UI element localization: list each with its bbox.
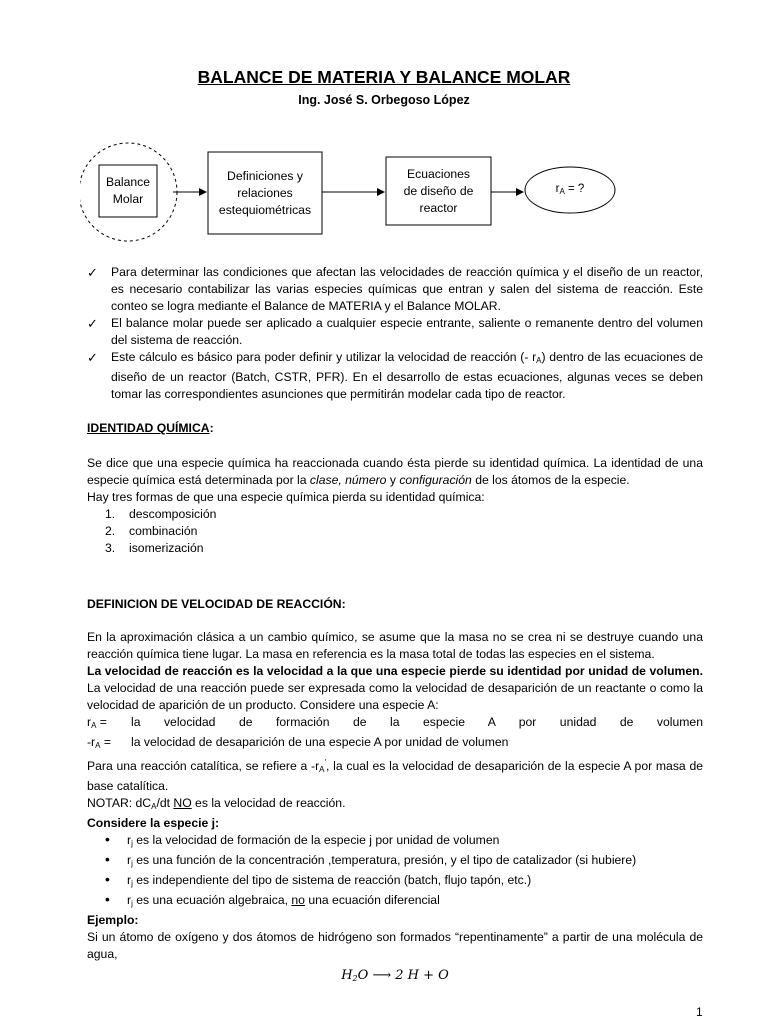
- identidad-p1-a: Se dice que una especie química ha reaccionada cuando ésta pierde su identidad química. La identidad de una especie química está determinada por la: [87, 456, 703, 487]
- bullet-sub: j: [131, 879, 133, 889]
- p3-sup: ': [324, 758, 327, 767]
- check-item-2-text: El balance molar puede ser aplicado a cualquier especie entrante, saliente o remanente dentro del volumen del sistema de reacción.: [111, 316, 703, 347]
- bullet-text: es independiente del tipo de sistema de reacción (batch, flujo tapón, etc.): [132, 873, 532, 888]
- check-item-3-text-b: ) dentro de las ecuaciones de diseño de un reactor (Batch, CSTR, PFR). En el desarrollo de estas ecuaciones, algunas veces se deben tomar las correspondientes asunciones que permitirán modelar cada tipo de reactor.: [111, 350, 703, 401]
- velocidad-p2-bold: La velocidad de reacción es la velocidad a la que una especie pierde su identidad por unidad de volumen.: [87, 664, 703, 678]
- eq-o: O: [357, 968, 369, 984]
- notar-sub: A: [151, 802, 157, 812]
- identidad-config: configuración: [399, 473, 472, 487]
- bullet4-b: una ecuación diferencial: [304, 893, 440, 908]
- bullet-icon: •: [105, 831, 110, 848]
- bullet-text: es la velocidad de formación de la especie j por unidad de volumen: [132, 833, 500, 848]
- eq-arrow: ⟶ 2: [368, 968, 404, 984]
- list-item-number: 2.: [105, 524, 116, 538]
- list-item-text: combinación: [129, 524, 198, 538]
- identidad-heading-text: IDENTIDAD QUÍMICA: [87, 421, 210, 435]
- p3-sub: A: [319, 765, 325, 775]
- notar-line: [87, 795, 703, 815]
- velocidad-heading: DEFINICION DE VELOCIDAD DE REACCIÓN:: [87, 597, 346, 611]
- ra-definition-symbol: [87, 714, 131, 734]
- ra-definition: [87, 714, 703, 734]
- balance-molar-label: [99, 165, 157, 217]
- bullet-icon: •: [105, 851, 110, 868]
- check-item-3-text-a: Este cálculo es básico para poder definir y utilizar la velocidad de reacción (- r: [111, 350, 537, 364]
- intro-checklist: [87, 264, 703, 403]
- bullet-pre: r: [127, 873, 132, 888]
- p3-b: , la cual es la velocidad de desaparición de la especie A por masa de base catalítica.: [87, 759, 703, 794]
- list-item-text: descomposición: [129, 507, 217, 521]
- box1-line2: Molar: [112, 192, 144, 206]
- bullet-sub: j: [131, 859, 133, 869]
- box3-line3: reactor: [419, 200, 458, 215]
- box2-line2: relaciones: [237, 185, 293, 200]
- velocidad-p2: [87, 663, 703, 714]
- flow-diagram: [80, 140, 620, 250]
- checkmark-icon: ✓: [87, 316, 98, 331]
- velocidad-section: [87, 629, 703, 987]
- checkmark-icon: ✓: [87, 265, 98, 280]
- identidad-p1-b: de los átomos de la especie.: [471, 473, 630, 487]
- mra-definition-symbol: [87, 734, 131, 754]
- list-item: [105, 523, 703, 540]
- water-equation: [87, 967, 703, 987]
- identidad-paragraph: [87, 455, 703, 557]
- ra-sym: r: [87, 715, 92, 729]
- ra-label: [525, 167, 615, 213]
- list-item: [103, 832, 703, 852]
- ra-symbol: r: [555, 182, 560, 195]
- identidad-heading: [87, 420, 703, 437]
- mra-definition-text: la velocidad de desaparición de una especie A por unidad de volumen: [131, 735, 509, 749]
- check-item-2: [87, 315, 703, 349]
- considere-heading: Considere la especie j:: [87, 816, 220, 831]
- bullet-pre: r: [127, 893, 132, 908]
- list-item: [103, 872, 703, 892]
- checkmark-icon: ✓: [87, 350, 98, 365]
- ra-eq: =: [96, 715, 107, 729]
- list-item: [105, 540, 703, 557]
- bullet-text: es una función de la concentración ,temperatura, presión, y el tipo de catalizador (si hubiere): [132, 853, 637, 868]
- box3-line2: de diseño de: [403, 183, 474, 198]
- bullet-pre: r: [127, 853, 132, 868]
- box1-line1: Balance: [105, 175, 151, 189]
- identidad-comma: ,: [338, 473, 346, 487]
- check-item-3-sub: A: [536, 356, 542, 365]
- velocidad-p1: En la aproximación clásica a un cambio químico, se asume que la masa no se crea ni se destruye cuando una reacción química tiene lugar. La masa en referencia es la masa total de todas las especies en el sistema.: [87, 630, 703, 661]
- rj-bullet-list: [87, 832, 703, 912]
- identidad-numero: número: [345, 473, 387, 487]
- check-item-1-text: Para determinar las condiciones que afectan las velocidades de reacción química y el diseño de un reactor, es necesario contabilizar las varias especies químicas que entran y salen del sistema de reacción. Este conteo se logra mediante el Balance de MATERIA y el Balance MOLAR.: [111, 265, 703, 313]
- p3-a: Para una reacción catalítica, se refiere a -r: [87, 759, 320, 774]
- check-item-3: [87, 349, 703, 403]
- mra-sub: A: [95, 741, 101, 750]
- ecuaciones-label: [386, 157, 491, 225]
- check-item-1: [87, 264, 703, 315]
- notar-b: /dt: [156, 796, 174, 811]
- bullet-pre: r: [127, 833, 132, 848]
- ra-subscript: A: [559, 186, 565, 196]
- eq-rest: H + O: [403, 968, 449, 984]
- definiciones-label: [208, 152, 322, 234]
- ra-sub: A: [91, 721, 97, 730]
- identidad-section: [87, 420, 703, 437]
- identidad-heading-colon: :: [209, 421, 214, 435]
- mra-eq: =: [100, 735, 111, 749]
- ra-question: = ?: [564, 182, 585, 195]
- page-title: BALANCE DE MATERIA Y BALANCE MOLAR: [197, 67, 571, 87]
- velocidad-heading-wrap: [87, 596, 703, 613]
- identidad-p2: Hay tres formas de que una especie química pierda su identidad química:: [87, 490, 485, 504]
- bullet-icon: •: [105, 871, 110, 888]
- list-item-number: 1.: [105, 507, 116, 521]
- author-line: Ing. José S. Orbegoso López: [298, 93, 470, 107]
- list-item: [103, 852, 703, 872]
- notar-no: NO: [173, 796, 192, 811]
- bullet4-a: es una ecuación algebraica,: [132, 893, 292, 908]
- identidad-clase: clase: [309, 473, 339, 487]
- box2-line1: Definiciones y: [227, 168, 303, 183]
- identidad-y: y: [386, 473, 400, 487]
- notar-a: NOTAR: dC: [87, 796, 152, 811]
- mra-definition: [87, 734, 703, 754]
- identidad-list: [87, 506, 703, 557]
- notar-c: es la velocidad de reacción.: [191, 796, 346, 811]
- bullet-sub: j: [131, 899, 133, 909]
- bullet-sub: j: [131, 839, 133, 849]
- box3-line1: Ecuaciones: [406, 166, 470, 181]
- ejemplo-text: Si un átomo de oxígeno y dos átomos de hidrógeno son formados “repentinamente” a partir de una molécula de agua,: [87, 930, 703, 962]
- mra-sym: -r: [87, 735, 96, 749]
- box2-line3: estequiométricas: [218, 202, 312, 217]
- velocidad-p2-rest: La velocidad de una reacción puede ser expresada como la velocidad de desaparición de un reactante o como la velocidad de aparición de un producto. Considere una especie A:: [87, 681, 703, 712]
- bullet-icon: •: [105, 891, 110, 908]
- list-item-number: 3.: [105, 541, 116, 555]
- eq-h: H: [341, 968, 353, 984]
- list-item: [105, 506, 703, 523]
- list-item: [103, 892, 703, 912]
- velocidad-p3: [87, 754, 703, 795]
- page-number: 1: [696, 1005, 703, 1019]
- ejemplo-heading: Ejemplo:: [87, 913, 139, 928]
- list-item-text: isomerización: [129, 541, 204, 555]
- eq-h-sub: 2: [352, 974, 358, 984]
- bullet4-no: no: [291, 893, 305, 908]
- ra-definition-text: la velocidad de formación de la especie A por unidad de volumen: [131, 715, 703, 729]
